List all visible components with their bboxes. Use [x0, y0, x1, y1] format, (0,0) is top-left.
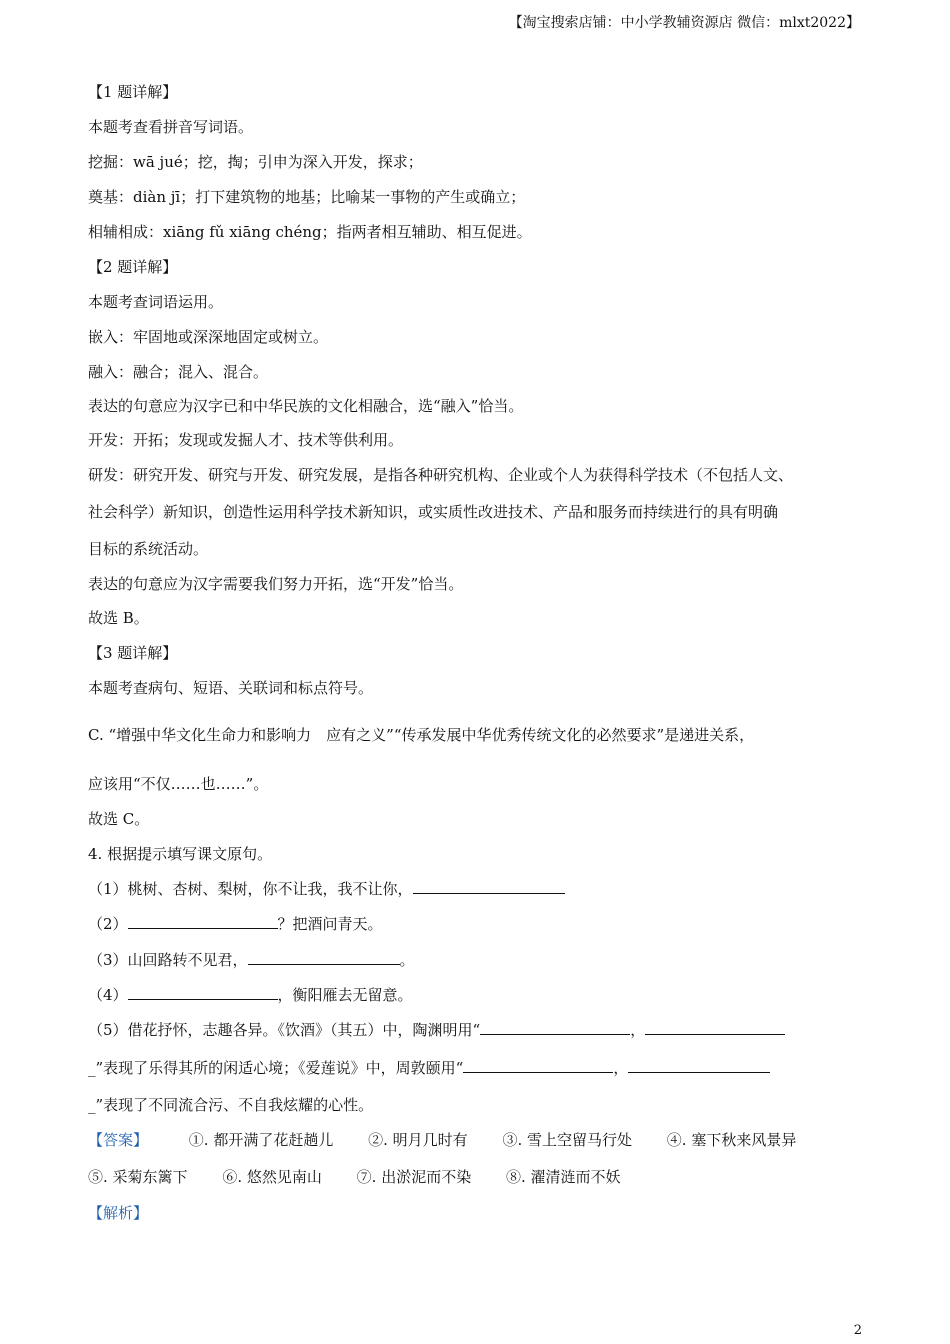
answer-row-2: [88, 1167, 621, 1187]
q4-sub-2-text: ？把酒问青天。: [277, 915, 383, 933]
analysis-label: 【解析】: [88, 1204, 149, 1222]
q4-sub-4-text: ，衡阳雁去无留意。: [277, 986, 413, 1004]
fill-blank[interactable]: [645, 1020, 785, 1035]
q4-sub-3: [88, 950, 415, 970]
q4-sub-5: [88, 1020, 785, 1040]
q3-line-2: 应该用“不仅……也……”。: [88, 775, 269, 793]
q4-sub-2: [88, 914, 383, 934]
answer-item: ①. 都开满了花赶趟儿: [188, 1131, 334, 1149]
q4-sub-3-text: （3）山回路转不见君，: [88, 951, 248, 969]
q4-sub-1: [88, 879, 565, 899]
answer-item: ⑦. 出淤泥而不染: [356, 1168, 472, 1186]
q4-sub-5-text: （5）借花抒怀，志趣各异。《饮酒》（其五）中，陶渊明用“: [88, 1021, 481, 1039]
answer-item: ④. 塞下秋来风景异: [666, 1131, 797, 1149]
q4-title: 4. 根据提示填写课文原句。: [88, 845, 273, 863]
fill-blank[interactable]: [480, 1020, 630, 1035]
fill-blank[interactable]: [128, 985, 278, 1000]
q1-line-2: 奠基：diàn jī；打下建筑物的地基；比喻某一事物的产生或确立；: [88, 188, 526, 206]
q1-line-3: 相辅相成：xiāng fǔ xiāng chéng；指两者相互辅助、相互促进。: [88, 223, 532, 241]
fill-blank[interactable]: [463, 1058, 613, 1073]
answer-item: ②. 明月几时有: [368, 1131, 468, 1149]
q2-line-7: 目标的系统活动。: [88, 540, 209, 558]
q2-line-9: 故选 B。: [88, 609, 149, 627]
q4-sub-5-cont: [88, 1058, 770, 1078]
q2-line-2: 融入：融合；混入、混合。: [88, 363, 269, 381]
q2-line-1: 嵌入：牢固地或深深地固定或树立。: [88, 328, 329, 346]
fill-blank[interactable]: [248, 950, 400, 965]
page-header: 【淘宝搜索店铺：中小学教辅资源店 微信：mlxt2022】: [508, 15, 860, 31]
q3-line-1: C. “增强中华文化生命力和影响力 应有之义”“传承发展中华优秀传统文化的必然要求”是递进关系，: [88, 726, 755, 744]
q2-intro: 本题考查词语运用。: [88, 293, 224, 311]
q2-line-6: 社会科学）新知识，创造性运用科学技术新知识，或实质性改进技术、产品和服务而持续进行的具有明确: [88, 503, 779, 521]
q4-sub-1-text: （1）桃树、杏树、梨树，你不让我，我不让你，: [88, 880, 413, 898]
fill-blank[interactable]: [413, 879, 565, 894]
q2-line-5: 研发：研究开发、研究与开发、研究发展，是指各种研究机构、企业或个人为获得科学技术（不包括人文、: [88, 466, 794, 484]
q4-sub-4-prefix: （4）: [88, 986, 128, 1004]
q4-sub-4: [88, 985, 413, 1005]
answer-item: ⑤. 采菊东篱下: [88, 1168, 188, 1186]
q4-sub-2-prefix: （2）: [88, 915, 128, 933]
answer-row-1: [88, 1130, 796, 1150]
answer-item: ③. 雪上空留马行处: [502, 1131, 632, 1149]
q3-intro: 本题考查病句、短语、关联词和标点符号。: [88, 679, 374, 697]
q1-intro: 本题考查看拼音写词语。: [88, 118, 254, 136]
q4-sub-5-cont-comma: ，: [613, 1059, 629, 1077]
page-number: 2: [853, 1323, 862, 1338]
q2-title: 【2 题详解】: [88, 258, 178, 276]
q4-sub-5-comma: ，: [630, 1021, 646, 1039]
q3-title: 【3 题详解】: [88, 644, 178, 662]
q1-line-1: 挖掘：wā jué；挖，掏；引申为深入开发，探求；: [88, 153, 423, 171]
fill-blank[interactable]: [128, 914, 278, 929]
answer-label: 【答案】: [88, 1131, 149, 1149]
q2-line-3: 表达的句意应为汉字已和中华民族的文化相融合，选“融入”恰当。: [88, 397, 524, 415]
q2-line-8: 表达的句意应为汉字需要我们努力开拓，选“开发”恰当。: [88, 575, 464, 593]
fill-blank[interactable]: [628, 1058, 770, 1073]
q1-title: 【1 题详解】: [88, 83, 178, 101]
answer-item: ⑧. 濯清涟而不妖: [505, 1168, 621, 1186]
q4-sub-5-cont-text: _”表现了乐得其所的闲适心境；《爱莲说》中，周敦颐用“: [88, 1059, 464, 1077]
q4-sub-5-end: _”表现了不同流合污、不自我炫耀的心性。: [88, 1096, 374, 1114]
q2-line-4: 开发：开拓；发现或发掘人才、技术等供利用。: [88, 431, 404, 449]
answer-item: ⑥. 悠然见南山: [222, 1168, 322, 1186]
q4-sub-3-end: 。: [399, 951, 415, 969]
q3-line-3: 故选 C。: [88, 810, 150, 828]
